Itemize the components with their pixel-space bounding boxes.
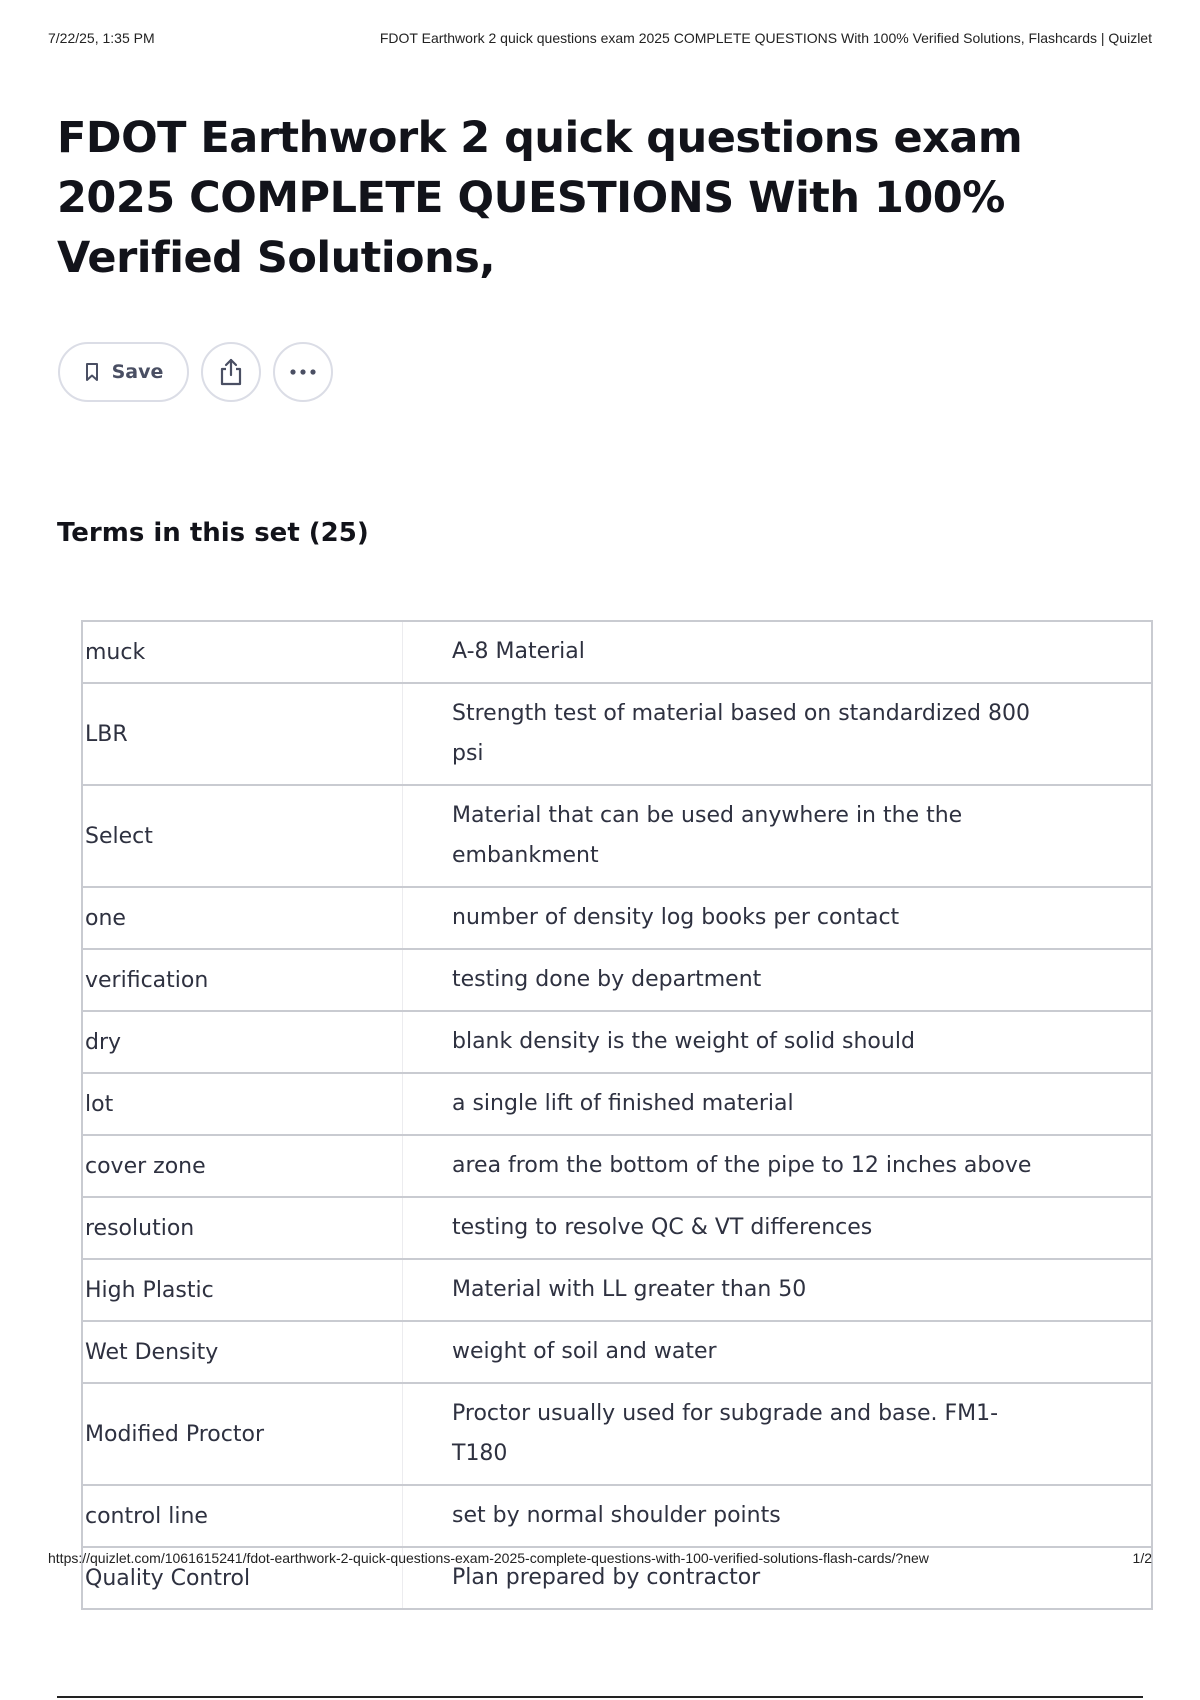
term-definition: Proctor usually used for subgrade and base. FM1-T180: [452, 1401, 999, 1466]
term-definition: testing to resolve QC & VT differences: [452, 1215, 873, 1240]
term-word: LBR: [83, 684, 403, 784]
term-row: [83, 1136, 1151, 1198]
action-bar: [58, 342, 333, 402]
save-button-label: Save: [111, 361, 164, 383]
term-word: one: [83, 888, 403, 948]
term-row: [83, 786, 1151, 888]
term-definition: area from the bottom of the pipe to 12 inches above: [452, 1153, 1032, 1178]
term-row: [83, 1012, 1151, 1074]
term-definition: Plan prepared by contractor: [452, 1565, 761, 1590]
term-row: [83, 1260, 1151, 1322]
term-row: [83, 1198, 1151, 1260]
term-definition: blank density is the weight of solid should: [452, 1029, 915, 1054]
print-header: [48, 28, 1152, 50]
term-definition: a single lift of finished material: [452, 1091, 794, 1116]
term-definition: number of density log books per contact: [452, 905, 900, 930]
share-icon: [218, 358, 244, 386]
term-definition: testing done by department: [452, 967, 762, 992]
term-row: [83, 684, 1151, 786]
term-definition: A-8 Material: [452, 639, 585, 664]
print-url: https://quizlet.com/1061615241/fdot-earthwork-2-quick-questions-exam-2025-complete-questions-with-100-verified-solutions-flash-cards/?new: [48, 1550, 929, 1566]
page-divider: [57, 1696, 1143, 1698]
term-row: [83, 888, 1151, 950]
term-definition: Strength test of material based on standardized 800 psi: [452, 701, 1030, 766]
terms-heading: Terms in this set (25): [57, 518, 369, 548]
term-row: [83, 950, 1151, 1012]
term-word: Modified Proctor: [83, 1384, 403, 1484]
save-button[interactable]: [58, 342, 189, 402]
term-word: High Plastic: [83, 1260, 403, 1320]
print-document-title: FDOT Earthwork 2 quick questions exam 2025 COMPLETE QUESTIONS With 100% Verified Solutions, Flashcards | Quizlet: [379, 30, 1152, 46]
print-date: 7/22/25, 1:35 PM: [48, 30, 155, 46]
terms-table: [81, 620, 1153, 1610]
term-word: cover zone: [83, 1136, 403, 1196]
term-row: [83, 1074, 1151, 1136]
page-title: FDOT Earthwork 2 quick questions exam 2025 COMPLETE QUESTIONS With 100% Verified Solutions,: [57, 113, 1023, 283]
term-word: lot: [83, 1074, 403, 1134]
term-row: [83, 1322, 1151, 1384]
term-word: control line: [83, 1486, 403, 1546]
term-word: Quality Control: [83, 1548, 403, 1608]
term-definition: set by normal shoulder points: [452, 1503, 781, 1528]
term-word: resolution: [83, 1198, 403, 1258]
term-word: Wet Density: [83, 1322, 403, 1382]
term-definition: Material that can be used anywhere in the the embankment: [452, 803, 963, 868]
more-horizontal-icon: [289, 368, 317, 376]
more-options-button[interactable]: [273, 342, 333, 402]
term-definition: Material with LL greater than 50: [452, 1277, 807, 1302]
term-row: [83, 1384, 1151, 1486]
term-word: Select: [83, 786, 403, 886]
term-word: muck: [83, 622, 403, 682]
term-definition: weight of soil and water: [452, 1339, 717, 1364]
term-word: verification: [83, 950, 403, 1010]
term-word: dry: [83, 1012, 403, 1072]
term-row: [83, 1486, 1151, 1548]
share-button[interactable]: [201, 342, 261, 402]
bookmark-icon: [84, 362, 100, 382]
page-number: 1/2: [1132, 1550, 1152, 1566]
term-row: [83, 622, 1151, 684]
